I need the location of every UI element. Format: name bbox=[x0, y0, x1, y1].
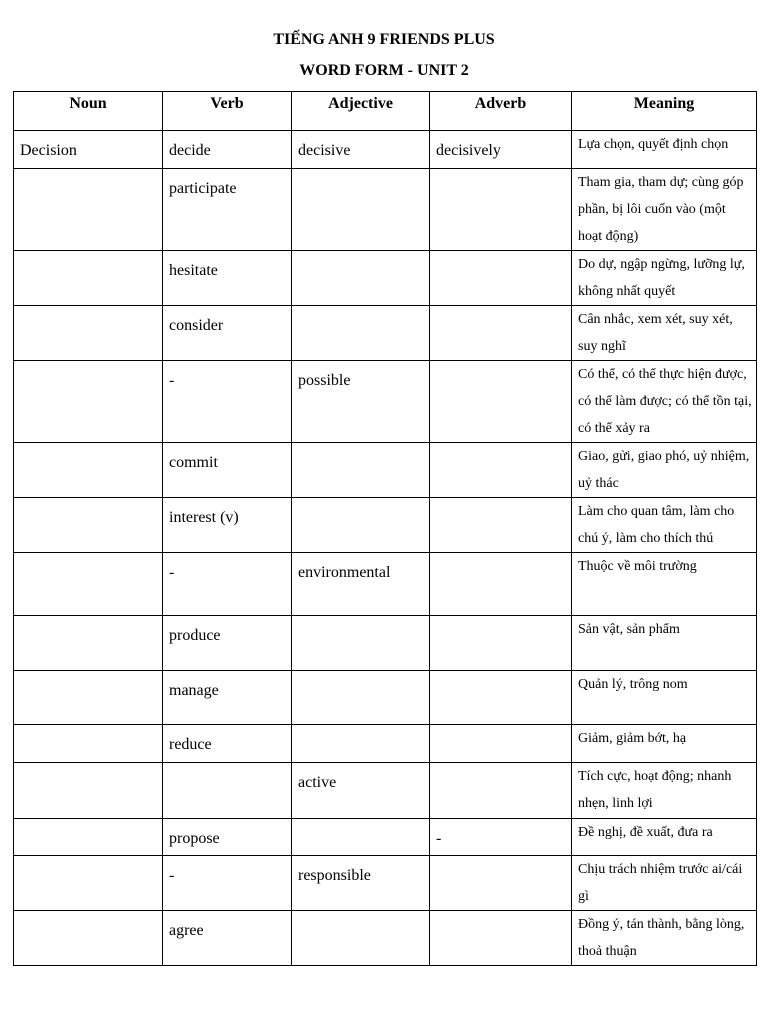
table-row bbox=[14, 131, 757, 169]
table-row bbox=[14, 763, 757, 819]
meaning-cell: Có thể, có thể thực hiện được, có thể làm được; có thể tồn tại, có thể xảy ra bbox=[572, 361, 757, 443]
verb-cell: decide bbox=[163, 131, 292, 169]
meaning-cell: Đồng ý, tán thành, bằng lòng, thoả thuận bbox=[572, 911, 757, 966]
adjective-cell bbox=[292, 443, 430, 498]
noun-cell bbox=[14, 553, 163, 616]
adjective-cell: active bbox=[292, 763, 430, 819]
table-row bbox=[14, 856, 757, 911]
table-row bbox=[14, 819, 757, 856]
verb-cell: - bbox=[163, 553, 292, 616]
adverb-cell bbox=[430, 306, 572, 361]
table-row bbox=[14, 251, 757, 306]
header-verb: Verb bbox=[163, 92, 292, 131]
verb-cell: produce bbox=[163, 616, 292, 671]
header-meaning: Meaning bbox=[572, 92, 757, 131]
adjective-cell bbox=[292, 911, 430, 966]
meaning-cell: Giảm, giảm bớt, hạ bbox=[572, 725, 757, 763]
meaning-cell: Tham gia, tham dự; cùng góp phần, bị lôi cuốn vào (một hoạt động) bbox=[572, 169, 757, 251]
verb-cell: agree bbox=[163, 911, 292, 966]
meaning-cell: Cân nhắc, xem xét, suy xét, suy nghĩ bbox=[572, 306, 757, 361]
meaning-cell: Giao, gửi, giao phó, uỷ nhiệm, uỷ thác bbox=[572, 443, 757, 498]
adverb-cell bbox=[430, 856, 572, 911]
noun-cell bbox=[14, 498, 163, 553]
adverb-cell bbox=[430, 763, 572, 819]
meaning-cell: Quản lý, trông nom bbox=[572, 671, 757, 725]
verb-cell bbox=[163, 763, 292, 819]
verb-cell: participate bbox=[163, 169, 292, 251]
adverb-cell bbox=[430, 498, 572, 553]
table-row bbox=[14, 443, 757, 498]
table-row bbox=[14, 169, 757, 251]
adverb-cell bbox=[430, 553, 572, 616]
noun-cell bbox=[14, 361, 163, 443]
adjective-cell bbox=[292, 671, 430, 725]
verb-cell: interest (v) bbox=[163, 498, 292, 553]
verb-cell: commit bbox=[163, 443, 292, 498]
header-adverb: Adverb bbox=[430, 92, 572, 131]
noun-cell bbox=[14, 443, 163, 498]
table-row bbox=[14, 671, 757, 725]
adverb-cell bbox=[430, 616, 572, 671]
noun-cell bbox=[14, 616, 163, 671]
table-header-row bbox=[14, 92, 757, 131]
document-subtitle: WORD FORM - UNIT 2 bbox=[299, 62, 469, 79]
adverb-cell bbox=[430, 361, 572, 443]
table-row bbox=[14, 911, 757, 966]
table-row bbox=[14, 725, 757, 763]
table-row bbox=[14, 553, 757, 616]
noun-cell bbox=[14, 725, 163, 763]
adverb-cell: - bbox=[430, 819, 572, 856]
verb-cell: consider bbox=[163, 306, 292, 361]
noun-cell bbox=[14, 819, 163, 856]
verb-cell: reduce bbox=[163, 725, 292, 763]
noun-cell bbox=[14, 169, 163, 251]
meaning-cell: Đề nghị, đề xuất, đưa ra bbox=[572, 819, 757, 856]
table-row bbox=[14, 616, 757, 671]
verb-cell: hesitate bbox=[163, 251, 292, 306]
noun-cell bbox=[14, 763, 163, 819]
verb-cell: - bbox=[163, 361, 292, 443]
noun-cell bbox=[14, 856, 163, 911]
adverb-cell bbox=[430, 169, 572, 251]
adjective-cell: responsible bbox=[292, 856, 430, 911]
adjective-cell bbox=[292, 725, 430, 763]
adjective-cell bbox=[292, 616, 430, 671]
meaning-cell: Tích cực, hoạt động; nhanh nhẹn, linh lợi bbox=[572, 763, 757, 819]
adverb-cell: decisively bbox=[430, 131, 572, 169]
meaning-cell: Do dự, ngập ngừng, lưỡng lự, không nhất quyết bbox=[572, 251, 757, 306]
meaning-cell: Thuộc về môi trường bbox=[572, 553, 757, 616]
adjective-cell bbox=[292, 498, 430, 553]
adjective-cell bbox=[292, 819, 430, 856]
adverb-cell bbox=[430, 251, 572, 306]
noun-cell bbox=[14, 671, 163, 725]
document-title: TIẾNG ANH 9 FRIENDS PLUS bbox=[273, 31, 495, 48]
table-row bbox=[14, 361, 757, 443]
noun-cell bbox=[14, 911, 163, 966]
verb-cell: propose bbox=[163, 819, 292, 856]
header-adjective: Adjective bbox=[292, 92, 430, 131]
word-form-table bbox=[13, 91, 757, 966]
adverb-cell bbox=[430, 443, 572, 498]
noun-cell bbox=[14, 306, 163, 361]
adjective-cell: decisive bbox=[292, 131, 430, 169]
adverb-cell bbox=[430, 725, 572, 763]
meaning-cell: Chịu trách nhiệm trước ai/cái gì bbox=[572, 856, 757, 911]
header-noun: Noun bbox=[14, 92, 163, 131]
table-row bbox=[14, 306, 757, 361]
noun-cell bbox=[14, 251, 163, 306]
verb-cell: - bbox=[163, 856, 292, 911]
verb-cell: manage bbox=[163, 671, 292, 725]
adjective-cell bbox=[292, 251, 430, 306]
adverb-cell bbox=[430, 671, 572, 725]
meaning-cell: Lựa chọn, quyết định chọn bbox=[572, 131, 757, 169]
adjective-cell: possible bbox=[292, 361, 430, 443]
meaning-cell: Làm cho quan tâm, làm cho chú ý, làm cho thích thú bbox=[572, 498, 757, 553]
table-row bbox=[14, 498, 757, 553]
adjective-cell bbox=[292, 169, 430, 251]
adverb-cell bbox=[430, 911, 572, 966]
adjective-cell: environmental bbox=[292, 553, 430, 616]
meaning-cell: Sản vật, sản phẩm bbox=[572, 616, 757, 671]
noun-cell: Decision bbox=[14, 131, 163, 169]
adjective-cell bbox=[292, 306, 430, 361]
